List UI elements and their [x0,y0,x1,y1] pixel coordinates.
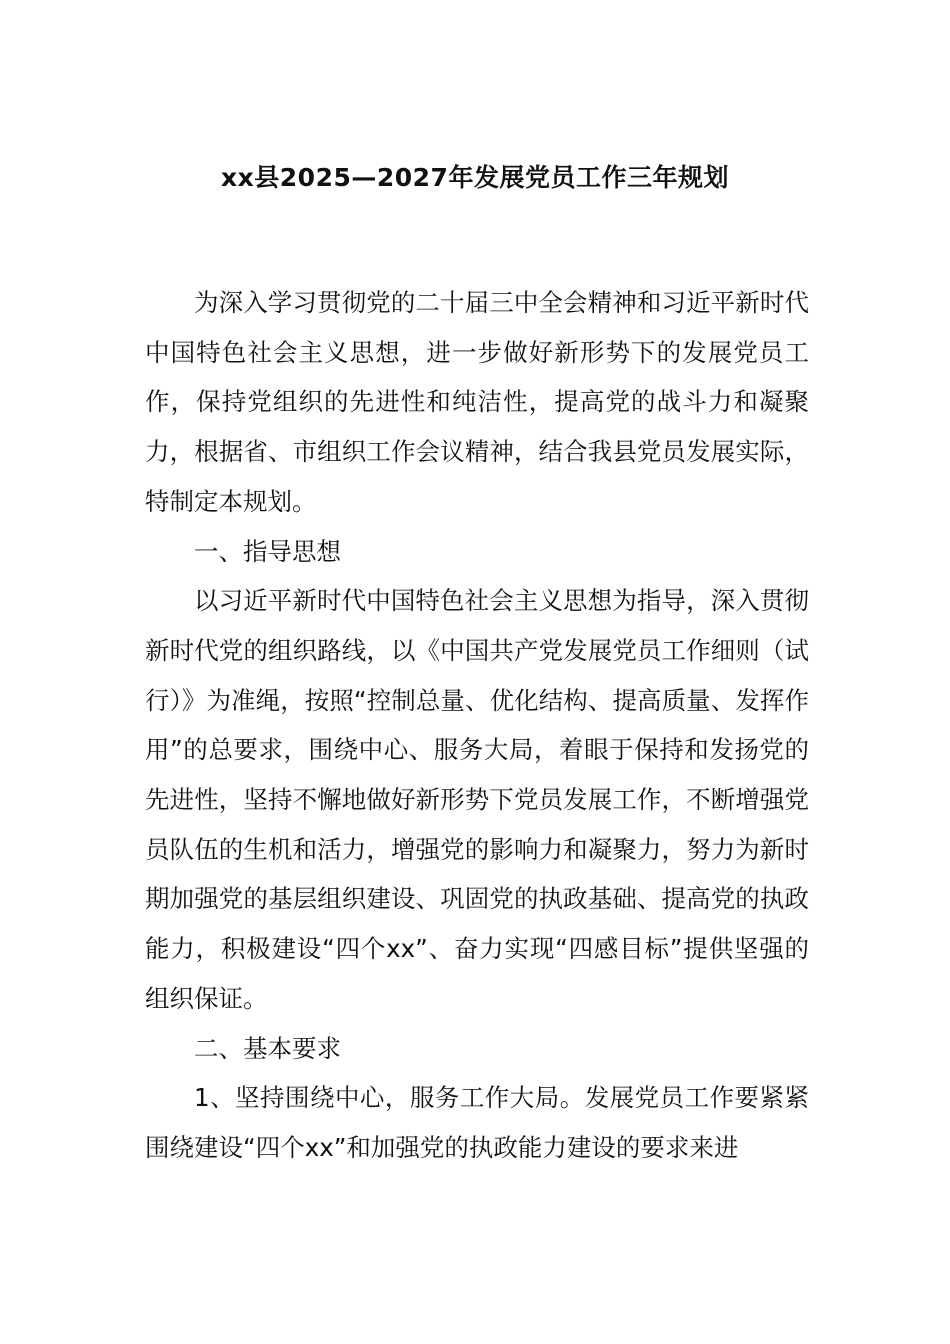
basic-requirement-1-paragraph: 1、坚持围绕中心，服务工作大局。发展党员工作要紧紧围绕建设“四个xx”和加强党的执政能力建设的要求来进 [145,1083,809,1162]
section-heading-basic-requirements: 二、基本要求 [194,1033,341,1063]
guiding-ideology-paragraph: 以习近平新时代中国特色社会主义思想为指导，深入贯彻新时代党的组织路线，以《中国共产党发展党员工作细则（试行）》为准绳，按照“控制总量、优化结构、提高质量、发挥作用”的总要求，围绕中心、服务大局，着眼于保持和发扬党的先进性，坚持不懈地做好新形势下党员发展工作，不断增强党员队伍的生机和活力，增强党的影响力和凝聚力，努力为新时期加强党的基层组织建设、巩固党的执政基础、提高党的执政能力，积极建设“四个xx”、奋力实现“四感目标”提供坚强的组织保证。 [145,586,809,1013]
document-body [145,278,809,1173]
document-title: xx县2025—2027年发展党员工作三年规划 [221,163,729,192]
section-heading-guiding-ideology: 一、指导思想 [194,536,341,566]
intro-paragraph: 为深入学习贯彻党的二十届三中全会精神和习近平新时代中国特色社会主义思想，进一步做好新形势下的发展党员工作，保持党组织的先进性和纯洁性，提高党的战斗力和凝聚力，根据省、市组织工作会议精神，结合我县党员发展实际，特制定本规划。 [145,288,809,516]
